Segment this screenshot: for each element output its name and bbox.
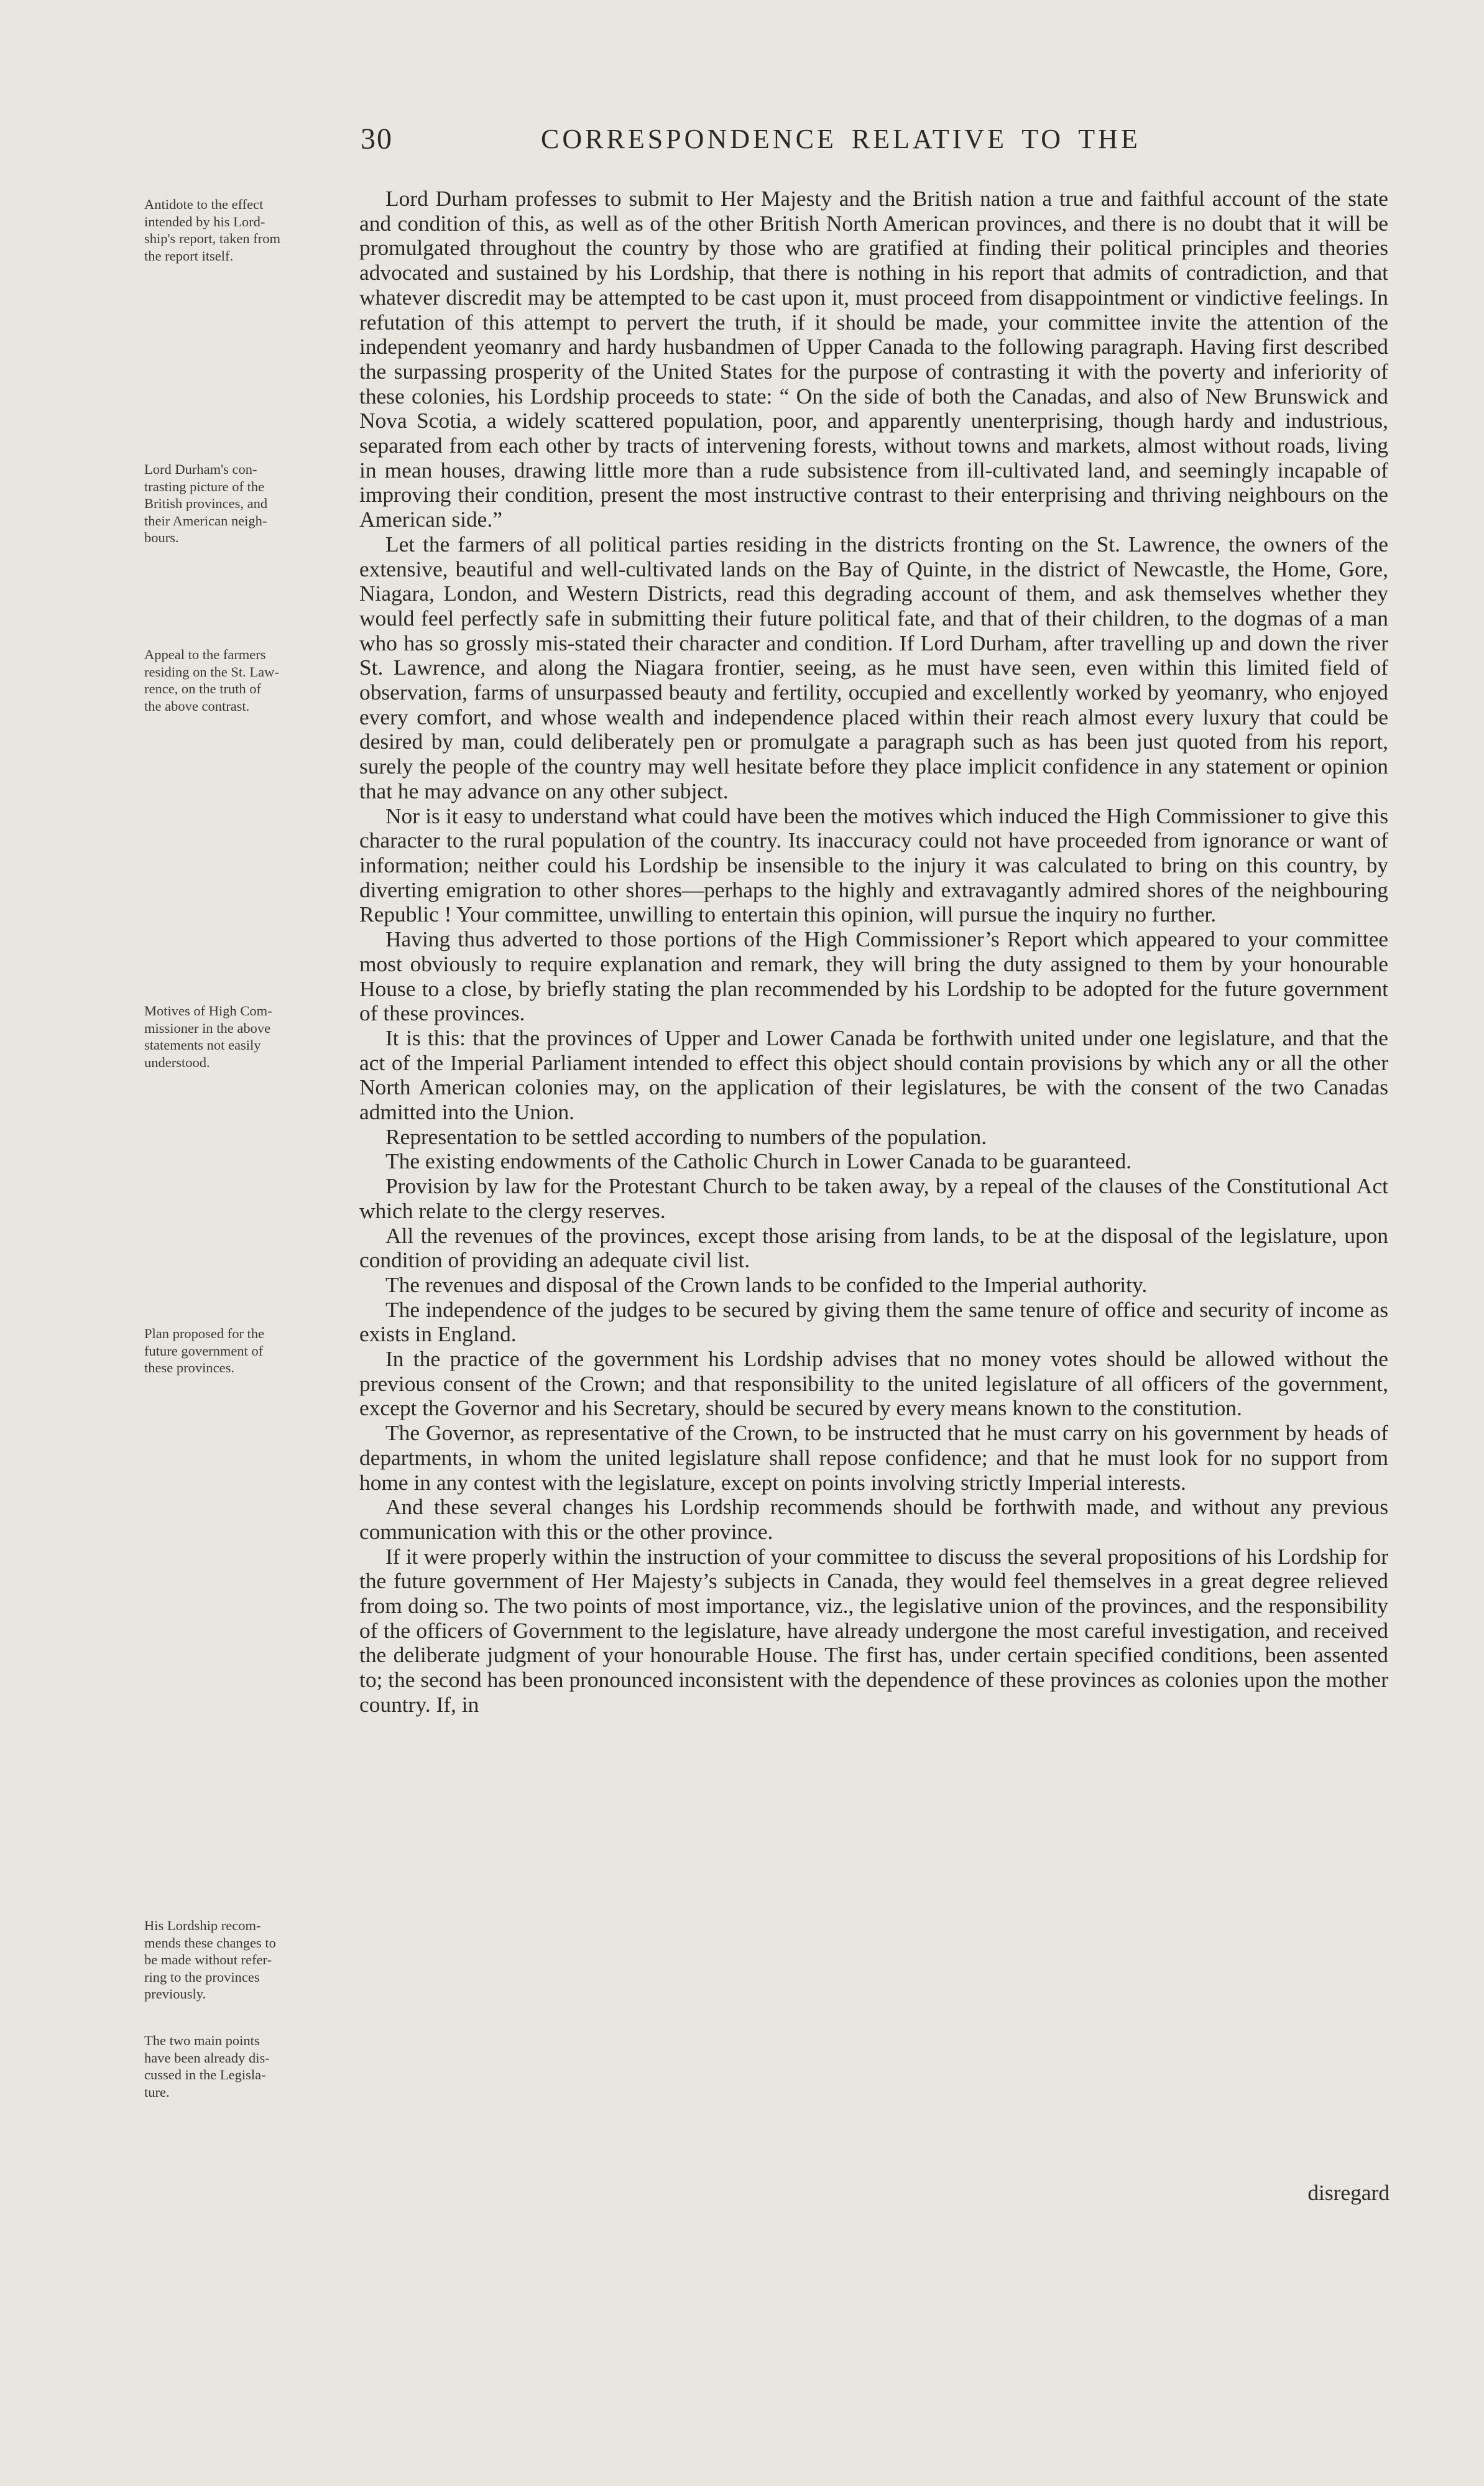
margin-note: Plan proposed for the future government of these provinces. (144, 1326, 265, 1376)
margin-note: Motives of High Com- missioner in the above statements not easily understood. (144, 1003, 272, 1070)
paragraph: The Governor, as representative of the Crown, to be instructed that he must carry on his government by heads of departments, in whom the united legislature shall repose confidence; and that he must look for no support from home in any contest with the legislature, except on points involving strictly Imperial interests. (359, 1420, 1388, 1495)
margin-note: His Lordship recom- mends these changes to be made without refer- ring to the provinces previously. (144, 1918, 276, 2002)
paragraph: And these several changes his Lordship recommends should be forthwith made, and without any previous communication with this or the other province. (359, 1494, 1388, 1544)
paragraph: If it were properly within the instruction of your committee to discuss the several propositions of his Lordship for the future government of Her Majesty’s subjects in Canada, they would feel themselves in a great degree relieved from doing so. The two points of most importance, viz., the legislative union of the provinces, and the responsibility of the officers of Government to the legislature, have already undergone the most careful investigation, and received the deliberate judgment of your honourable House. The first has, under certain specified conditions, been assented to; the second has been pronounced inconsistent with the dependence of these provinces as colonies upon the mother country. If, in (359, 1543, 1388, 1717)
page-number: 30 (361, 122, 393, 155)
paragraph: The existing endowments of the Catholic Church in Lower Canada to be guaranteed. (385, 1148, 1131, 1174)
paragraph: The independence of the judges to be secured by giving them the same tenure of office and security of income as exists in England. (359, 1296, 1388, 1347)
paragraph: The revenues and disposal of the Crown lands to be confided to the Imperial authority. (385, 1272, 1148, 1297)
margin-note: Lord Durham's con- trasting picture of the British provinces, and their American neigh- bours. (144, 461, 268, 546)
paragraph: In the practice of the government his Lordship advises that no money votes should be allowed without the previous consent of the Crown; and that responsibility to the united legislature of all officers of the government, except the Governor and his Secretary, should be secured by every means known to the constitution. (359, 1346, 1388, 1421)
paragraph: Let the farmers of all political parties residing in the districts fronting on the St. Lawrence, the owners of the extensive, beautiful and well-cultivated lands on the Bay of Quinte, in the district of Newcastle, the Home, Gore, Niagara, London, and Western Districts, read this degrading account of them, and ask themselves whether they would feel perfectly safe in submitting their future political fate, and that of their children, to the dogmas of a man who has so grossly mis-stated their character and condition. If Lord Durham, after travelling up and down the river St. Lawrence, and along the Niagara frontier, seeing, as he must have seen, even within this limited field of observation, farms of unsurpassed beauty and fertility, occupied and excellently worked by yeomanry, who enjoyed every comfort, and whose wealth and independence placed within their reach almost every luxury that could be desired by man, could deliberately pen or promulgate a paragraph such as has been just quoted from his report, surely the people of the country may well hesitate before they place implicit confidence in any statement or opinion that he may advance on any other subject. (359, 531, 1388, 803)
catchword: disregard (1307, 2180, 1390, 2205)
paragraph: Having thus adverted to those portions of the High Commissioner’s Report which appeared to your committee most obviously to require explanation and remark, they will bring the duty assigned to them by your honourable House to a close, by briefly stating the plan recommended by his Lordship to be adopted for the future government of these provinces. (359, 926, 1388, 1026)
paragraph: Nor is it easy to understand what could have been the motives which induced the High Commissioner to give this character to the rural population of the country. Its inaccuracy could not have proceeded from ignorance or want of information; neither could his Lordship be insensible to the injury it was calculated to bring on this country, by diverting emigration to other shores—perhaps to the highly and extravagantly admired shores of the neighbouring Republic ! Your committee, unwilling to entertain this opinion, will pursue the inquiry no further. (359, 803, 1388, 927)
page-header (361, 122, 1386, 165)
paragraph: Representation to be settled according to numbers of the population. (385, 1124, 987, 1149)
paragraph: Lord Durham professes to submit to Her Majesty and the British nation a true and faithful account of the state and condition of this, as well as of the other British North American provinces, and there is no doubt that it will be promulgated throughout the country by those who are gratified at finding their political principles and theories advocated and sustained by his Lordship, that there is nothing in his report that admits of contradiction, and that whatever discredit may be attempted to be cast upon it, must proceed from disappointment or vindictive feelings. In refutation of this attempt to pervert the truth, if it should be made, your committee invite the attention of the independent yeomanry and hardy husbandmen of Upper Canada to the following paragraph. Having first described the surpassing prosperity of the United States for the purpose of contrasting it with the poverty and inferiority of these colonies, his Lordship proceeds to state: “ On the side of both the Canadas, and also of New Brunswick and Nova Scotia, a widely scattered population, poor, and apparently unenterprising, though hardy and industrious, separated from each other by tracts of intervening forests, without towns and markets, almost without roads, living in mean houses, drawing little more than a rude subsistence from ill-cultivated land, and seemingly incapable of improving their condition, present the most instructive contrast to their enterprising and thriving neighbours on the American side.” (359, 186, 1388, 532)
margin-note: Antidote to the effect intended by his Lord- ship's report, taken from the report itself. (144, 196, 281, 264)
body-text (359, 187, 1388, 1717)
running-title: CORRESPONDENCE RELATIVE TO THE (541, 124, 1141, 154)
paragraph: Provision by law for the Protestant Church to be taken away, by a repeal of the clauses of the Constitutional Act which relate to the clergy reserves. (359, 1173, 1388, 1223)
paragraph: All the revenues of the provinces, except those arising from lands, to be at the disposal of the legislature, upon condition of providing an adequate civil list. (359, 1222, 1388, 1273)
paragraph: It is this: that the provinces of Upper and Lower Canada be forthwith united under one legislature, and that the act of the Imperial Parliament intended to effect this object should contain provisions by which any or all the other North American colonies may, on the application of their legislatures, be with the consent of the two Canadas admitted into the Union. (359, 1025, 1388, 1125)
margin-note: The two main points have been already dis- cussed in the Legisla- ture. (144, 2033, 270, 2100)
margin-note: Appeal to the farmers residing on the St. Law- rence, on the truth of the above contrast. (144, 647, 279, 714)
